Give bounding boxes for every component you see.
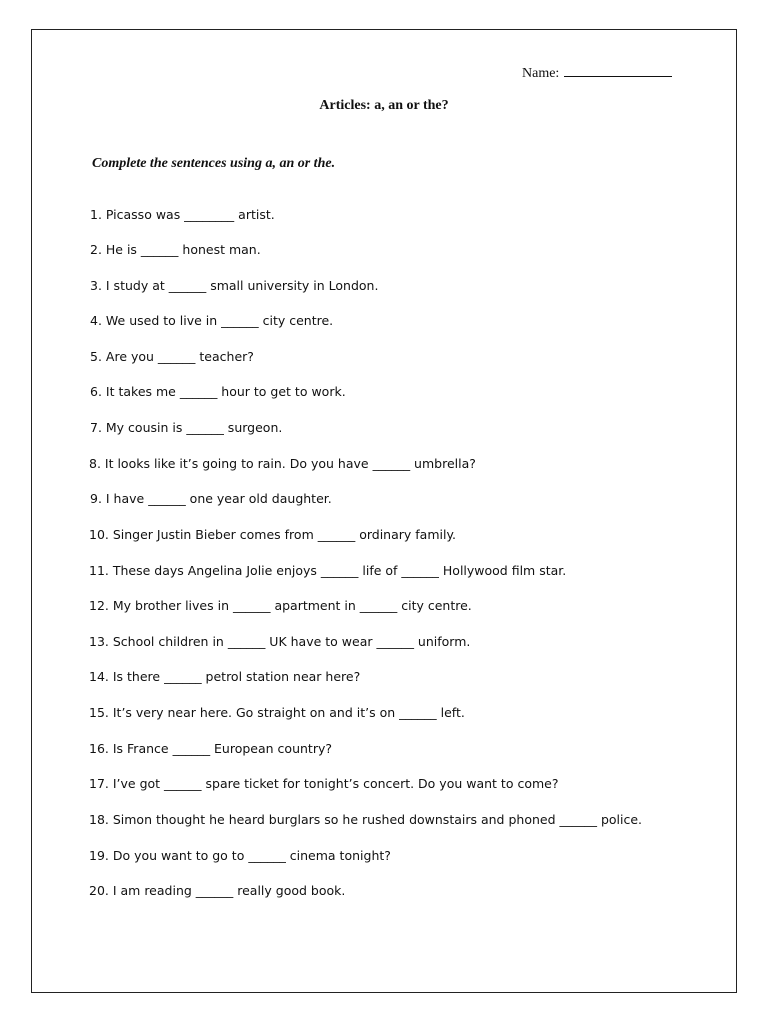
question-item: 11. These days Angelina Jolie enjoys ______ life of ______ Hollywood film star. [89, 563, 567, 578]
question-item: 5. Are you ______ teacher? [90, 349, 254, 364]
question-item: 18. Simon thought he heard burglars so he rushed downstairs and phoned ______ police. [89, 812, 643, 827]
name-label: Name: [522, 66, 560, 81]
question-item: 8. It looks like it’s going to rain. Do you have ______ umbrella? [89, 456, 476, 471]
question-item: 9. I have ______ one year old daughter. [90, 491, 332, 506]
question-item: 7. My cousin is ______ surgeon. [90, 420, 283, 435]
question-item: 6. It takes me ______ hour to get to work. [90, 384, 346, 399]
question-item: 12. My brother lives in ______ apartment in ______ city centre. [89, 598, 472, 613]
worksheet-title: Articles: a, an or the? [319, 98, 449, 113]
question-item: 10. Singer Justin Bieber comes from ______ ordinary family. [89, 527, 457, 542]
question-item: 20. I am reading ______ really good book. [89, 883, 346, 898]
question-item: 4. We used to live in ______ city centre. [90, 313, 334, 328]
question-item: 1. Picasso was ________ artist. [90, 207, 275, 222]
instruction-text: Complete the sentences using a, an or the. [92, 156, 336, 171]
question-item: 13. School children in ______ UK have to wear ______ uniform. [89, 634, 471, 649]
question-item: 17. I’ve got ______ spare ticket for tonight’s concert. Do you want to come? [89, 776, 559, 791]
question-item: 19. Do you want to go to ______ cinema tonight? [89, 848, 391, 863]
question-item: 14. Is there ______ petrol station near here? [89, 669, 361, 684]
question-item: 3. I study at ______ small university in London. [90, 278, 379, 293]
question-item: 16. Is France ______ European country? [89, 741, 332, 756]
question-item: 15. It’s very near here. Go straight on and it’s on ______ left. [89, 705, 465, 720]
question-item: 2. He is ______ honest man. [90, 242, 261, 257]
